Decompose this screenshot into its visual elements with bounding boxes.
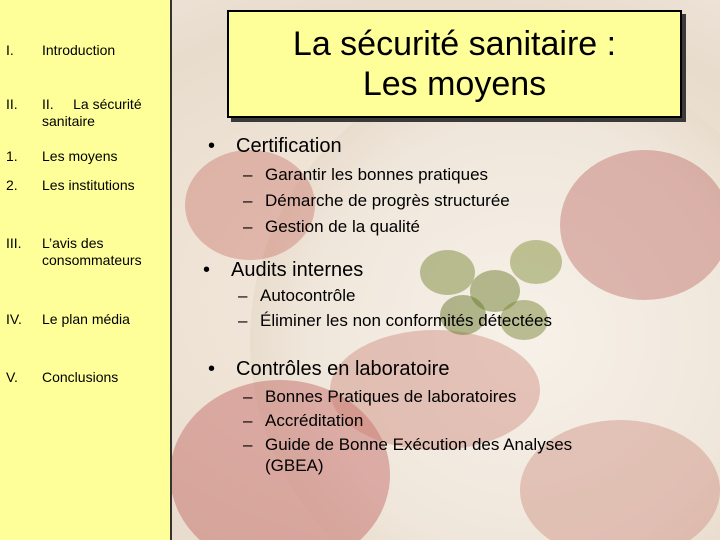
bullet-audits-internes: [203, 258, 363, 282]
sub-item: [238, 285, 355, 306]
charcuterie-image: [560, 150, 720, 300]
sub-item-text: Gestion de la qualité: [265, 217, 420, 236]
dash-icon: –: [243, 411, 253, 430]
sub-item-text: Autocontrôle: [260, 286, 356, 305]
outline-item-label: Introduction: [42, 42, 116, 58]
outline-item-number: 2.: [6, 177, 18, 193]
bullet-icon: •: [203, 259, 211, 281]
outline-item-number: II.: [6, 96, 18, 112]
dash-icon: –: [243, 191, 253, 210]
outline-item-label: Conclusions: [42, 369, 119, 385]
outline-item-label: II. La sécurité sanitaire: [42, 96, 146, 129]
bullet-heading: Certification: [236, 135, 342, 157]
dash-icon: –: [243, 217, 253, 236]
sub-item-text: Accréditation: [265, 411, 364, 430]
dash-icon: –: [238, 286, 248, 305]
sub-item: [243, 190, 510, 211]
sub-item-text-continued: (GBEA): [265, 456, 324, 475]
title-line-1: La sécurité sanitaire :: [292, 25, 617, 63]
outline-item-number: IV.: [6, 311, 22, 327]
outline-item-label: L’avis des consommateurs: [42, 235, 142, 268]
sub-item: [243, 434, 623, 476]
outline-item-number: I.: [6, 42, 14, 58]
sub-item-text: Garantir les bonnes pratiques: [265, 165, 489, 184]
title-line-2: Les moyens: [362, 65, 547, 103]
bullet-icon: •: [208, 358, 216, 380]
sub-item-text: Éliminer les non conformités détectées: [260, 311, 552, 330]
sub-item-text: Démarche de progrès structurée: [265, 191, 510, 210]
bullet-controles-laboratoire: [208, 357, 449, 381]
dash-icon: –: [243, 165, 253, 184]
sub-item: [243, 410, 363, 431]
outline-item-number: V.: [6, 369, 18, 385]
bullet-heading: Contrôles en laboratoire: [236, 358, 450, 380]
dash-icon: –: [238, 311, 248, 330]
outline-item-label: Les moyens: [42, 148, 118, 164]
olive-image: [510, 240, 562, 284]
bullet-certification: [208, 134, 342, 158]
olive-image: [420, 250, 475, 295]
sub-item: [238, 310, 552, 331]
dash-icon: –: [243, 387, 253, 406]
slide-title: [227, 10, 682, 118]
dash-icon: –: [243, 435, 253, 454]
sub-item: [243, 386, 516, 407]
sub-item: [243, 216, 420, 237]
outline-sidebar: [0, 0, 172, 540]
sub-item: [243, 164, 488, 185]
outline-item-number: III.: [6, 235, 22, 251]
outline-item-number: 1.: [6, 148, 18, 164]
outline-item-label: Les institutions: [42, 177, 135, 193]
sub-item-text: Bonnes Pratiques de laboratoires: [265, 387, 517, 406]
bullet-heading: Audits internes: [231, 259, 364, 281]
bullet-icon: •: [208, 135, 216, 157]
outline-item-label: Le plan média: [42, 311, 130, 327]
sub-item-text: Guide de Bonne Exécution des Analyses: [265, 435, 573, 454]
